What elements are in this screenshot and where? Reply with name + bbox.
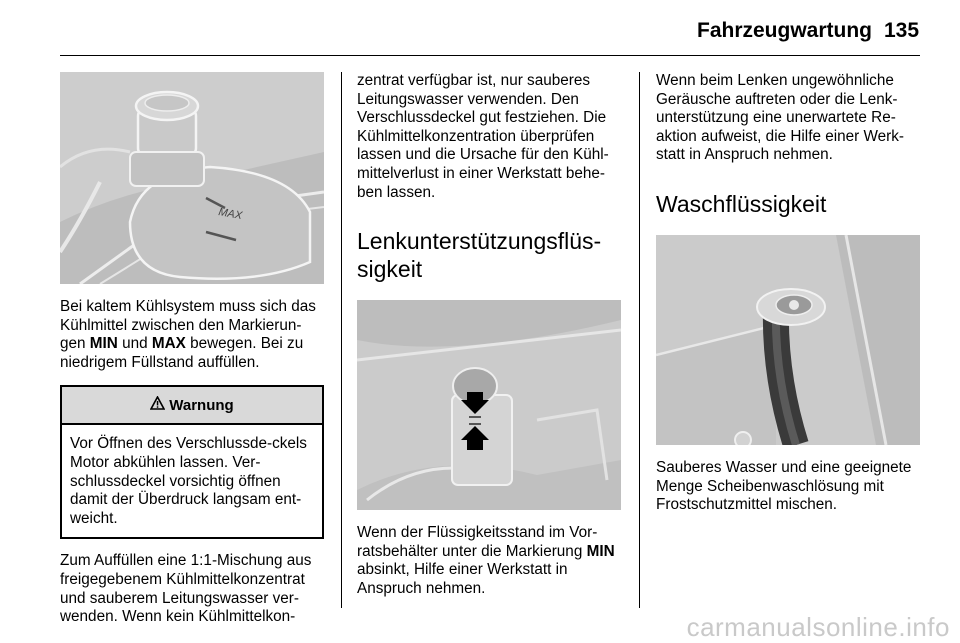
min-marking-steering: MIN	[586, 542, 615, 560]
page-header	[0, 0, 960, 50]
page-number: 135	[884, 19, 920, 42]
column-3	[656, 72, 922, 515]
warning-header	[62, 387, 322, 425]
warning-text: Vor Öffnen des Verschlussde-ckels Motor abkühlen lassen. Ver-schlussdeckel vorsichtig öffnen damit der Überdruck langsam ent-weicht.	[70, 435, 307, 527]
column-divider-2	[639, 72, 640, 608]
max-marking-label: MAX	[217, 206, 244, 223]
steering-noise-paragraph: Wenn beim Lenken ungewöhnliche Geräusche auftreten oder die Lenk-unterstützung eine unerwartete Re-aktion aufweist, die Hilfe einer Werk-statt in Anspruch nehmen.	[656, 72, 904, 164]
column-2	[357, 72, 623, 599]
steering-fluid-paragraph: Wenn der Flüssigkeitsstand im Vor-ratsbehälter unter die Markierung MIN absinkt, Hilfe einer Werkstatt in Anspruch nehmen.	[357, 524, 615, 597]
warning-title: Warnung	[169, 396, 234, 414]
column-divider-1	[341, 72, 342, 608]
section-heading-washer-fluid: Waschflüssigkeit	[656, 190, 827, 217]
washer-fluid-paragraph: Sauberes Wasser und eine geeignete Menge Scheibenwaschlösung mit Frostschutzmittel mischen.	[656, 458, 912, 514]
coolant-mixing-paragraph: Zum Auffüllen eine 1:1-Mischung aus freigegebenem Kühlmittelkonzentrat und sauberem Leitungswasser ver-wenden. Wenn kein Kühlmittelkon-	[60, 552, 312, 626]
coolant-reservoir-illustration	[60, 72, 324, 284]
header-rule	[60, 55, 920, 56]
washer-fluid-reservoir-illustration	[656, 235, 920, 445]
page-title: Fahrzeugwartung	[697, 19, 873, 42]
coolant-level-paragraph: Bei kaltem Kühlsystem muss sich das Kühlmittel zwischen den Markierun-gen MIN und MAX bewegen. Bei zu niedrigem Füllstand auffüllen.	[60, 298, 316, 371]
section-heading-steering-fluid: Lenkunterstützungsflüs-sigkeit	[357, 228, 602, 283]
warning-body	[62, 425, 322, 537]
watermark: carmanualsonline.info	[686, 612, 950, 642]
warning-box	[60, 385, 324, 539]
column-1	[60, 72, 324, 627]
min-marking: MIN	[89, 335, 118, 353]
coolant-continuation-paragraph: zentrat verfügbar ist, nur sauberes Leitungswasser verwenden. Den Verschlussdeckel gut festziehen. Die Kühlmittelkonzentration überprüfen lassen und die Ursache für den Kühl-mittelverlust in einer Werkstatt behe-ben lassen.	[357, 72, 609, 201]
max-marking: MAX	[151, 335, 186, 353]
steering-fluid-reservoir-illustration	[357, 300, 621, 510]
warning-triangle-icon	[150, 396, 165, 414]
